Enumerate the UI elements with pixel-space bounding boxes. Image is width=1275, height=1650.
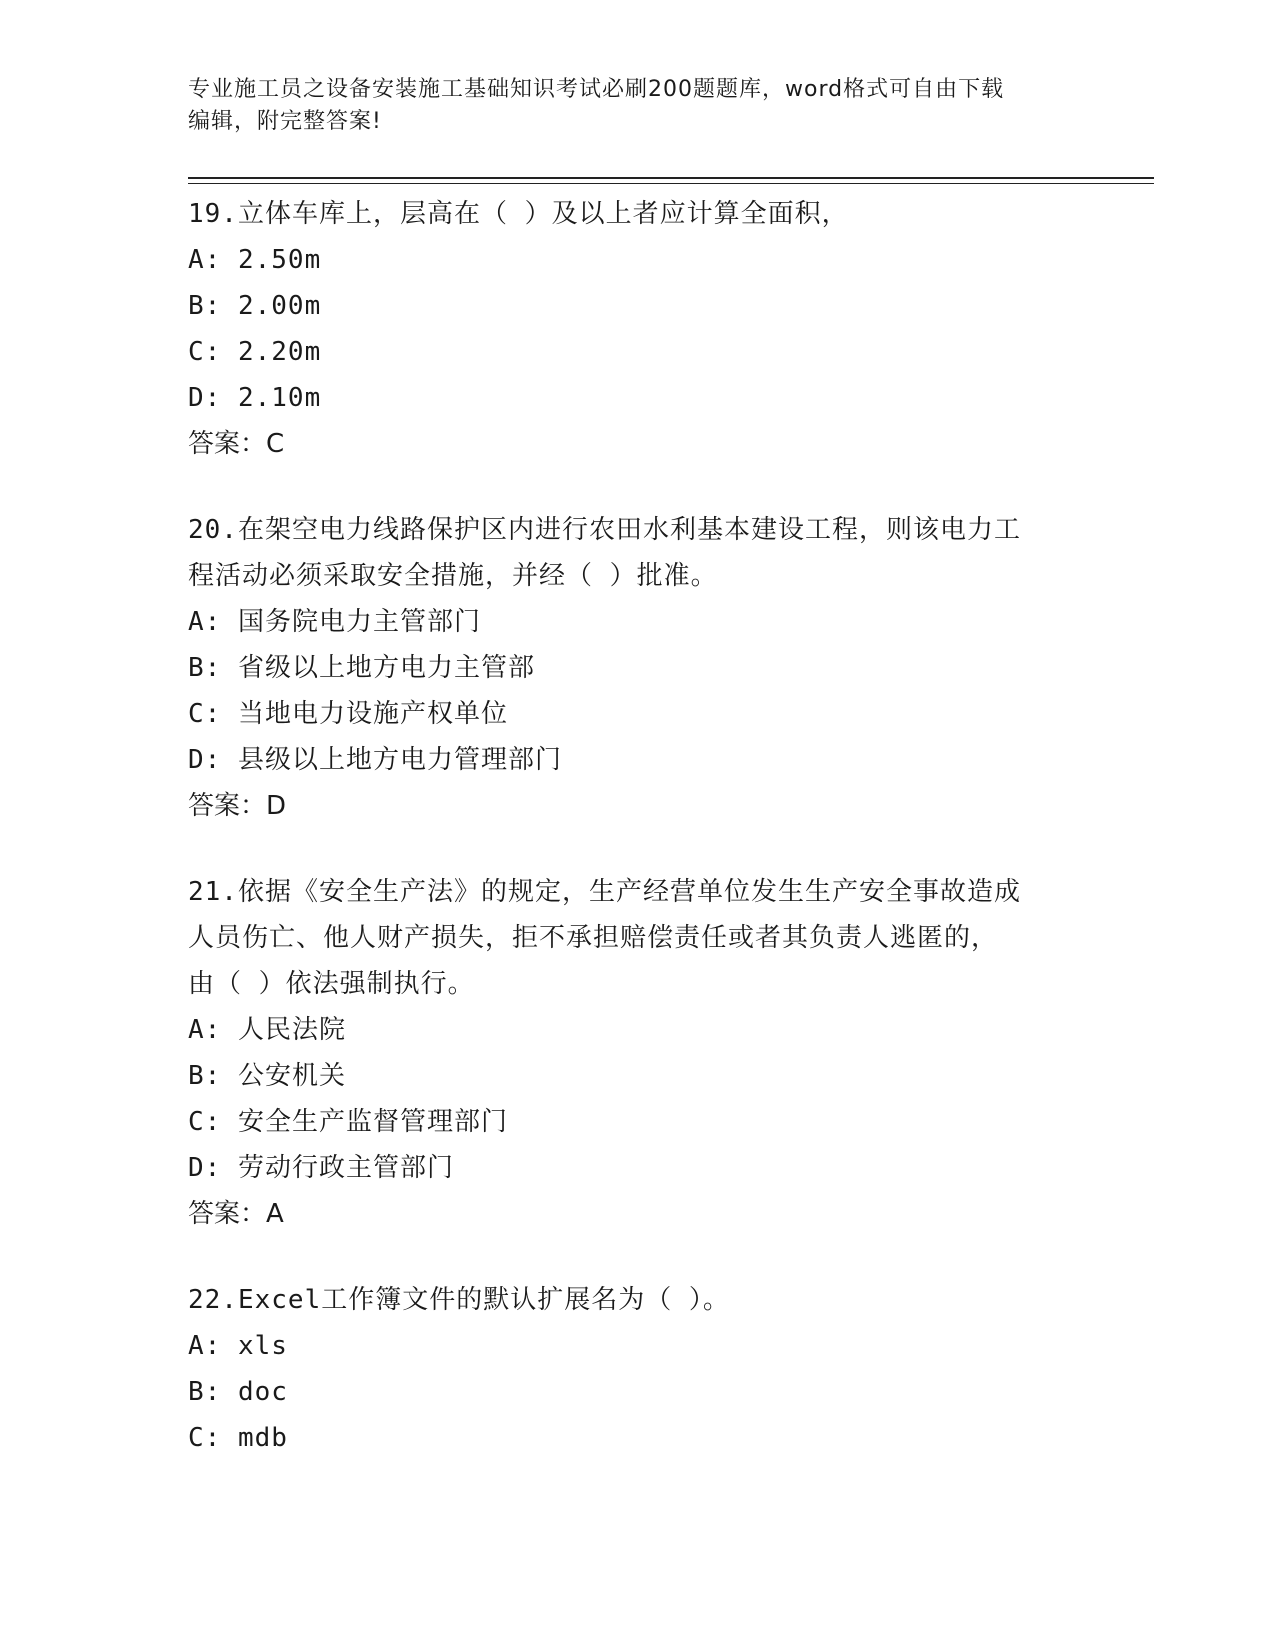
option-d: D: 县级以上地方电力管理部门 xyxy=(188,745,562,775)
option-b: B: 2.00m xyxy=(188,291,322,321)
answer-label: 答案：C xyxy=(188,429,285,459)
question-20 xyxy=(188,507,1088,829)
header-divider-thick xyxy=(188,177,1154,179)
option-a: A: 人民法院 xyxy=(188,1015,346,1045)
option-b: B: 省级以上地方电力主管部 xyxy=(188,653,535,683)
option-a: A: xls xyxy=(188,1331,288,1361)
document-header xyxy=(188,74,1088,138)
option-a: A: 2.50m xyxy=(188,245,322,275)
option-c: C: 当地电力设施产权单位 xyxy=(188,699,508,729)
question-19 xyxy=(188,191,1088,467)
question-stem: 人员伤亡、他人财产损失，拒不承担赔偿责任或者其负责人逃匿的， xyxy=(188,923,999,953)
option-b: B: 公安机关 xyxy=(188,1061,346,1091)
option-b: B: doc xyxy=(188,1377,288,1407)
question-list xyxy=(188,191,1088,1501)
option-c: C: mdb xyxy=(188,1423,288,1453)
question-stem: 19.立体车库上，层高在（ ）及以上者应计算全面积， xyxy=(188,199,849,229)
answer-label: 答案：D xyxy=(188,791,287,821)
header-title-line-1: 专业施工员之设备安装施工基础知识考试必刷200题题库，word格式可自由下载 xyxy=(188,77,1005,102)
question-22 xyxy=(188,1277,1088,1461)
option-d: D: 2.10m xyxy=(188,383,322,413)
option-a: A: 国务院电力主管部门 xyxy=(188,607,481,637)
question-stem: 20.在架空电力线路保护区内进行农田水利基本建设工程，则该电力工 xyxy=(188,515,1021,545)
option-d: D: 劳动行政主管部门 xyxy=(188,1153,454,1183)
question-stem: 由（ ）依法强制执行。 xyxy=(188,969,475,999)
option-c: C: 安全生产监督管理部门 xyxy=(188,1107,508,1137)
header-divider-thin xyxy=(188,183,1154,184)
answer-label: 答案：A xyxy=(188,1199,284,1229)
option-c: C: 2.20m xyxy=(188,337,322,367)
question-stem: 程活动必须采取安全措施，并经（ ）批准。 xyxy=(188,561,718,591)
header-title-line-2: 编辑，附完整答案! xyxy=(188,109,382,134)
question-stem: 22.Excel工作簿文件的默认扩展名为（ ）。 xyxy=(188,1285,730,1315)
question-21 xyxy=(188,869,1088,1237)
question-stem: 21.依据《安全生产法》的规定，生产经营单位发生生产安全事故造成 xyxy=(188,877,1021,907)
